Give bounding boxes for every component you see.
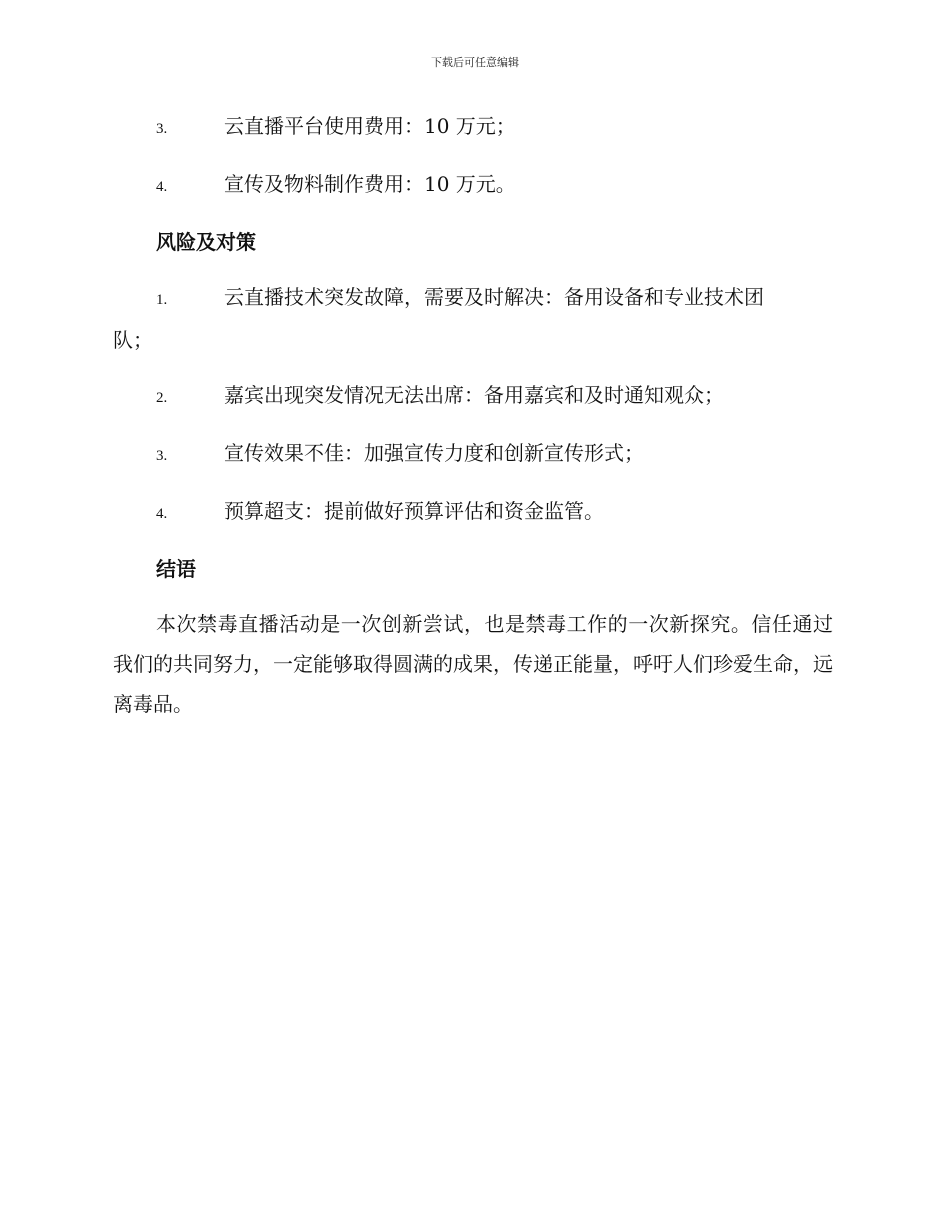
risk-item-1: [113, 277, 833, 360]
list-number: 3.: [156, 121, 168, 137]
list-text: 嘉宾出现突发情况无法出席：备用嘉宾和及时通知观众；: [224, 383, 724, 407]
list-text: 宣传及物料制作费用：10 万元。: [224, 172, 516, 196]
list-text: 云直播技术突发故障，需要及时解决：备用设备和专业技术团: [224, 285, 764, 309]
list-text: 预算超支：提前做好预算评估和资金监管。: [224, 499, 604, 523]
list-text: 云直播平台使用费用：10 万元；: [224, 114, 516, 138]
risk-item-2: [113, 375, 833, 418]
header-note: 下载后可任意编辑: [431, 56, 519, 69]
risk-item-3: [113, 433, 833, 476]
list-number: 2.: [156, 390, 168, 406]
section-heading-conclusion: 结语: [156, 557, 196, 581]
document-body: [113, 106, 833, 724]
budget-item-3: [113, 106, 833, 149]
conclusion-paragraph: 本次禁毒直播活动是一次创新尝试，也是禁毒工作的一次新探究。信任通过我们的共同努力，一定能够取得圆满的成果，传递正能量，呼吁人们珍爱生命，远离毒品。: [113, 612, 833, 716]
list-text: 宣传效果不佳：加强宣传力度和创新宣传形式；: [224, 441, 644, 465]
list-number: 3.: [156, 448, 168, 464]
list-text-continuation: 队；: [113, 328, 153, 352]
risk-item-4: [113, 491, 833, 534]
list-number: 4.: [156, 179, 168, 195]
list-number: 1.: [156, 292, 168, 308]
budget-item-4: [113, 164, 833, 207]
section-heading-risks: 风险及对策: [156, 230, 256, 254]
list-number: 4.: [156, 506, 168, 522]
